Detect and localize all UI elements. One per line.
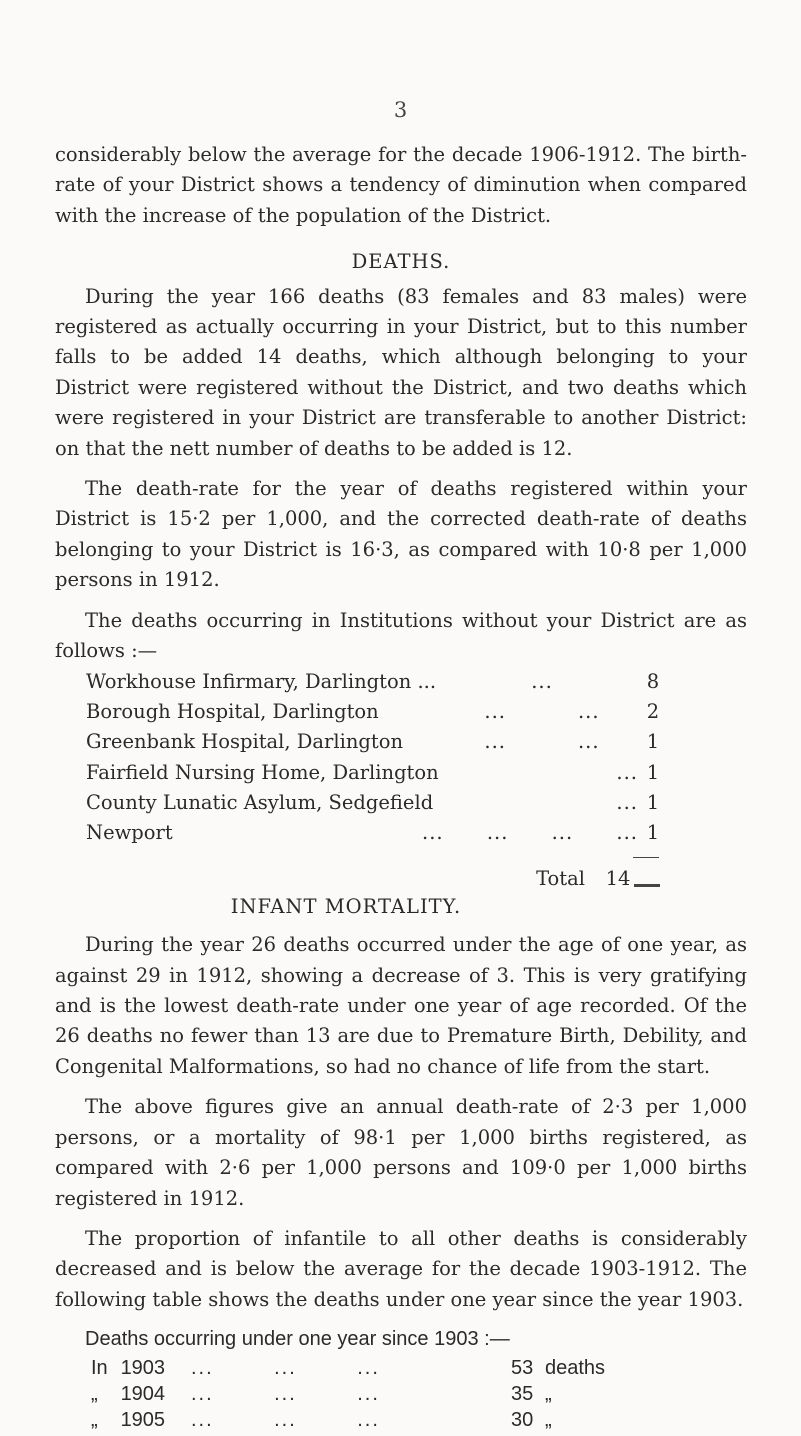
- institutions-intro: The deaths occurring in Institutions without your District are as follows :—: [55, 608, 747, 663]
- leader-dots: ... ... ...: [191, 1357, 380, 1380]
- deaths-heading: DEATHS.: [351, 250, 451, 274]
- list-item: [86, 697, 747, 727]
- institution-name: County Lunatic Asylum, Sedgefield: [86, 791, 434, 815]
- institution-deaths: 2: [646, 699, 660, 723]
- institution-name: Workhouse Infirmary, Darlington ...: [86, 669, 437, 693]
- deaths-paragraph-1: During the year 166 deaths (83 females and 83 males) were registered as actually occurring in your District, but to this number falls to be added 14 deaths, which although belonging to your District were registered without the District, and two deaths which were registered in your District are transferable to another District: on that the nett number of deaths to be added is 12.: [55, 284, 747, 460]
- leader-dots: ...: [616, 791, 638, 815]
- institution-name: Fairfield Nursing Home, Darlington: [86, 760, 439, 784]
- institution-deaths: 1: [646, 730, 660, 754]
- leader-dots: ... ... ...: [191, 1383, 380, 1406]
- table-row: [55, 1353, 747, 1379]
- infant-heading-row: [55, 892, 747, 922]
- intro-paragraph: considerably below the average for the decade 1906-1912. The birth-rate of your District shows a tendency of diminution when compared with the increase of the population of the District.: [55, 143, 747, 227]
- total-underline: [634, 884, 660, 887]
- leader-dots: ... ...: [484, 699, 600, 723]
- deaths-unit: „: [545, 1383, 552, 1406]
- table-row: [55, 1379, 747, 1405]
- leader-dots: ...: [616, 760, 638, 784]
- leader-dots: ... ... ... ...: [422, 821, 638, 845]
- institution-name: Borough Hospital, Darlington: [86, 699, 379, 723]
- institution-name: Greenbank Hospital, Darlington: [86, 730, 404, 754]
- institution-deaths: 8: [646, 669, 660, 693]
- institution-deaths: 1: [646, 791, 660, 815]
- list-item: [86, 667, 747, 697]
- table-row: [55, 1405, 747, 1431]
- deaths-unit: „: [545, 1409, 552, 1432]
- total-row: [55, 864, 747, 894]
- report-body: [55, 140, 747, 1431]
- deaths-count: 35: [511, 1383, 534, 1406]
- leader-dots: ... ... ...: [191, 1409, 380, 1432]
- leader-dots: ... ...: [484, 730, 600, 754]
- year: 1903: [120, 1357, 166, 1380]
- total-value: 14: [605, 866, 631, 890]
- list-item: [86, 818, 747, 848]
- deaths-paragraph-2: The death-rate for the year of deaths registered within your District is 15·2 per 1,000, and the corrected death-rate of deaths belonging to your District is 16·3, as compared with 10·8 per 1,000 persons in 1912.: [55, 477, 747, 592]
- list-item: [86, 788, 747, 818]
- infant-paragraph-3: The proportion of infantile to all other deaths is considerably decreased and is below the average for the decade 1903-1912. The following table shows the deaths under one year since the year 1903.: [55, 1226, 747, 1311]
- institution-deaths: 1: [646, 760, 660, 784]
- deaths-count: 53: [511, 1357, 534, 1380]
- infant-mortality-heading: INFANT MORTALITY.: [230, 894, 462, 918]
- page-number: 3: [393, 98, 408, 122]
- institution-deaths: 1: [646, 821, 660, 845]
- infant-paragraph-1: During the year 26 deaths occurred under the age of one year, as against 29 in 1912, showing a decrease of 3. This is very gratifying and is the lowest death-rate under one year of age recorded. Of the 26 deaths no fewer than 13 are due to Premature Birth, Debility, and Congenital Malformations, so had no chance of life from the start.: [55, 933, 747, 1078]
- year-table: [55, 1353, 747, 1431]
- total-rule: [633, 857, 659, 858]
- institutions-list: [55, 667, 747, 849]
- year: 1904: [120, 1383, 166, 1406]
- list-item: [86, 727, 747, 757]
- year-prefix: „: [91, 1383, 98, 1406]
- year-prefix: In: [91, 1357, 108, 1380]
- leader-dots: ...: [531, 669, 553, 693]
- year-table-intro: Deaths occurring under one year since 1903 :—: [85, 1328, 510, 1351]
- deaths-count: 30: [511, 1409, 534, 1432]
- institution-name: Newport: [86, 821, 173, 845]
- list-item: [86, 758, 747, 788]
- year-prefix: „: [91, 1409, 98, 1432]
- infant-paragraph-2: The above figures give an annual death-rate of 2·3 per 1,000 persons, or a mortality of 98·1 per 1,000 births registered, as compared with 2·6 per 1,000 persons and 109·0 per 1,000 births registered in 1912.: [55, 1095, 747, 1210]
- deaths-unit: deaths: [545, 1357, 606, 1380]
- year: 1905: [120, 1409, 166, 1432]
- total-label: Total: [536, 866, 585, 890]
